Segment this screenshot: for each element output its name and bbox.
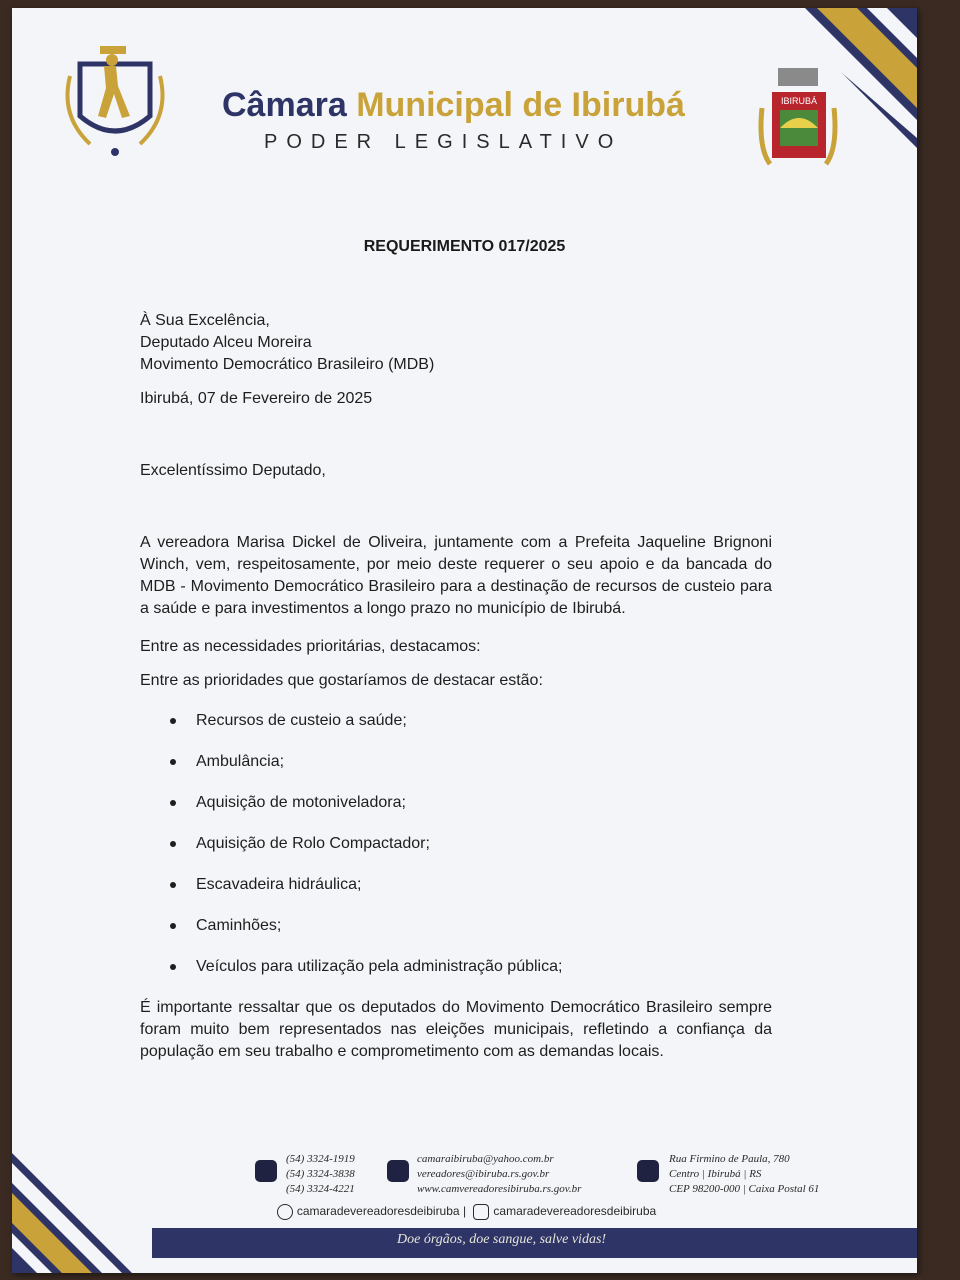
institution-subtitle: PODER LEGISLATIVO [264, 131, 623, 153]
instagram-handle[interactable]: camaradevereadoresdeibiruba [493, 1204, 657, 1219]
recipient-line: À Sua Excelência, [140, 312, 270, 329]
instagram-icon [473, 1204, 489, 1220]
phone-number: (54) 3324-3838 [286, 1168, 355, 1180]
document-page [12, 8, 917, 1273]
institution-name-part1: Câmara [222, 86, 357, 124]
list-item-text: Ambulância; [196, 753, 285, 770]
location-pin-icon [637, 1160, 659, 1182]
institution-name-part2: Municipal de Ibirubá [356, 86, 685, 124]
web-contacts [417, 1152, 581, 1197]
needs-heading: Entre as necessidades prioritárias, destacamos: [140, 638, 481, 655]
document-date: Ibirubá, 07 de Fevereiro de 2025 [140, 390, 373, 407]
salutation: Excelentíssimo Deputado, [140, 462, 326, 479]
bullet-icon [170, 759, 176, 765]
document-title: REQUERIMENTO 017/2025 [363, 238, 566, 255]
social-separator: | [462, 1204, 467, 1219]
address-line: Rua Firmino de Paula, 780 [669, 1153, 790, 1165]
email-link[interactable]: vereadores@ibiruba.rs.gov.br [417, 1168, 550, 1180]
bullet-icon [170, 923, 176, 929]
footer-motto: Doe órgãos, doe sangue, salve vidas! [397, 1232, 607, 1247]
bullet-icon [170, 800, 176, 806]
priorities-list [140, 710, 772, 997]
closing-paragraph: É importante ressaltar que os deputados do Movimento Democrático Brasileiro sempre foram muito bem representados nas eleições municipais, refletindo a confiança da população em seu trabalho e comprometimento com as demandas locais. [140, 999, 772, 1060]
phone-number: (54) 3324-1919 [286, 1153, 355, 1165]
list-item-text: Caminhões; [196, 917, 282, 934]
list-item-text: Aquisição de Rolo Compactador; [196, 835, 430, 852]
phone-number: (54) 3324-4221 [286, 1183, 355, 1195]
list-item [140, 792, 772, 833]
postal-address [669, 1152, 819, 1197]
globe-icon [387, 1160, 409, 1182]
recipient-line: Deputado Alceu Moreira [140, 334, 312, 351]
website-link[interactable]: www.camvereadoresibiruba.rs.gov.br [417, 1183, 582, 1195]
phone-icon [255, 1160, 277, 1182]
address-line: CEP 98200-000 | Caixa Postal 61 [669, 1183, 820, 1195]
intro-paragraph: A vereadora Marisa Dickel de Oliveira, juntamente com a Prefeita Jaqueline Brignoni Winch, vem, respeitosamente, por meio deste requerer o seu apoio e da bancada do MDB - Movimento Democrático Brasileiro para a destinação de recursos de custeio para a saúde e para investimentos a longo prazo no município de Ibirubá. [140, 534, 772, 617]
bullet-icon [170, 964, 176, 970]
list-item [140, 833, 772, 874]
list-item [140, 874, 772, 915]
municipal-coat-of-arms [748, 68, 848, 178]
bullet-icon [170, 718, 176, 724]
camara-crest-logo [60, 46, 170, 161]
institution-name [222, 86, 742, 125]
address-line: Centro | Ibirubá | RS [669, 1168, 762, 1180]
recipient-block [140, 310, 772, 376]
priorities-heading: Entre as prioridades que gostaríamos de destacar estão: [140, 672, 543, 689]
email-link[interactable]: camaraibiruba@yahoo.com.br [417, 1153, 554, 1165]
document-body [140, 310, 772, 1063]
list-item-text: Escavadeira hidráulica; [196, 876, 362, 893]
facebook-handle[interactable]: camaradevereadoresdeibiruba [296, 1204, 460, 1219]
bullet-icon [170, 882, 176, 888]
list-item [140, 710, 772, 751]
list-item [140, 956, 772, 997]
phone-numbers [286, 1152, 355, 1197]
list-item-text: Recursos de custeio a saúde; [196, 712, 407, 729]
recipient-line: Movimento Democrático Brasileiro (MDB) [140, 356, 435, 373]
facebook-icon [277, 1204, 293, 1220]
list-item-text: Veículos para utilização pela administração pública; [196, 958, 563, 975]
list-item-text: Aquisição de motoniveladora; [196, 794, 406, 811]
footer-corner-decoration [12, 1153, 212, 1273]
coat-of-arms-text: IBIRUBÁ [780, 96, 818, 106]
list-item [140, 915, 772, 956]
bullet-icon [170, 841, 176, 847]
list-item [140, 751, 772, 792]
institution-header [222, 86, 742, 154]
